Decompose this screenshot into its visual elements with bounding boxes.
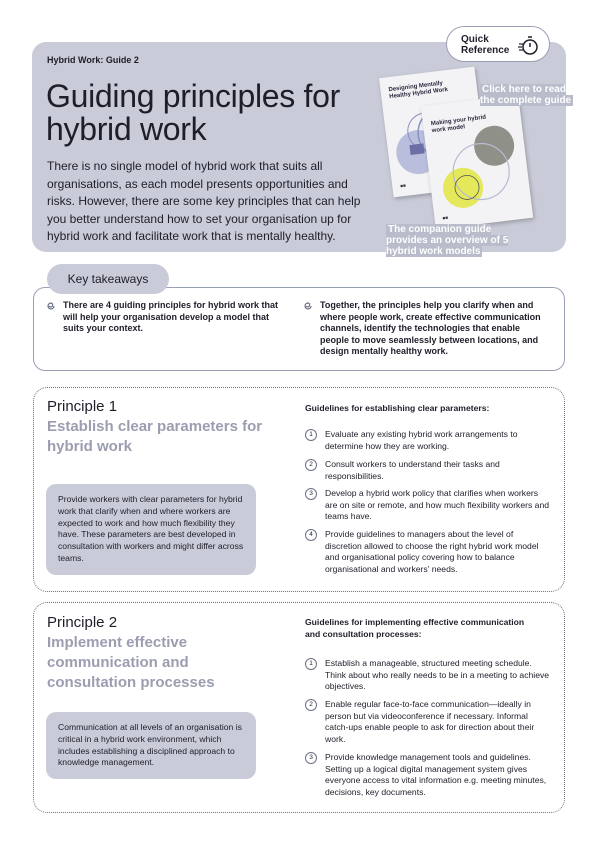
principle-1-note: Provide workers with clear parameters for hybrid work that clarify when and where workers are expected to work and how much flexibility they have. These parameters are best developed in consultation with workers and might differ across teams. <box>46 484 256 575</box>
guideline-item <box>309 459 551 482</box>
principle-2-note: Communication at all levels of an organisation is critical in a hybrid work environment, which includes establishing a disciplined approach to knowledge management. <box>46 712 256 779</box>
key-takeaway-item <box>320 300 546 358</box>
cover-b-graphic <box>421 94 533 229</box>
key-takeaway-item <box>63 300 285 335</box>
key-takeaway-text: Together, the principles help you clarify when and where people work, create effective communication channels, identify the technologies that enable people to move seamlessly between locations, and design mentally healthy work. <box>320 300 541 357</box>
number-circle-icon: 3 <box>305 752 317 764</box>
guideline-text: Develop a hybrid work policy that clarifies when workers are on site or remote, and how much flexibility workers and teams have. <box>325 488 550 521</box>
principle-1-kicker: Principle 1 <box>47 398 118 415</box>
swirl-bullet-icon <box>303 301 313 311</box>
number-circle-icon: 4 <box>305 529 317 541</box>
number-circle-icon: 1 <box>305 429 317 441</box>
guide-label: Hybrid Work: Guide 2 <box>47 55 139 65</box>
guideline-item <box>309 752 551 798</box>
guideline-item <box>309 699 551 745</box>
principle-1-guidelines-heading: Guidelines for establishing clear parameters: <box>305 403 490 413</box>
read-guide-link-text[interactable]: Click here to read the complete guide <box>480 84 572 106</box>
cover-b-logo: ■■ <box>442 214 449 221</box>
stopwatch-icon <box>517 33 541 57</box>
quick-reference-label: Quick Reference <box>461 34 510 56</box>
guide-cover-companion[interactable] <box>421 94 533 229</box>
guideline-item <box>309 658 551 693</box>
principle-2-title: Implement effective communication and consultation processes <box>47 634 215 691</box>
guideline-text: Consult workers to understand their tasks and responsibilities. <box>325 459 500 481</box>
principle-2-kicker: Principle 2 <box>47 614 118 631</box>
intro-paragraph: There is no single model of hybrid work that suits all organisations, as each model presents opportunities and risks. However, there are some key principles that can help you better understand how to set your organisation up for hybrid work and facilitate work that is mentally healthy. <box>47 159 361 243</box>
guideline-text: Establish a manageable, structured meeting schedule. Think about who really needs to be in a meeting to achieve objectives. <box>325 658 550 691</box>
number-circle-icon: 2 <box>305 699 317 711</box>
principle-1-title: Establish clear parameters for hybrid work <box>47 418 263 455</box>
guideline-text: Provide knowledge management tools and guidelines. Setting up a logical digital management system gives everyone access to vital information e.g. meeting minutes, decisions, key documents. <box>325 752 547 797</box>
guideline-text: Evaluate any existing hybrid work arrangements to determine how they are working. <box>325 429 518 451</box>
companion-guide-note <box>386 224 516 257</box>
cover-a-logo: ■■ <box>400 182 407 189</box>
key-takeaway-text: There are 4 guiding principles for hybrid work that will help your organisation develop a model that suits your context. <box>63 300 279 334</box>
page-title: Guiding principles for hybrid work <box>46 78 340 147</box>
number-circle-icon: 3 <box>305 488 317 500</box>
number-circle-icon: 2 <box>305 459 317 471</box>
guideline-text: Provide guidelines to managers about the level of discretion allowed to choose the right hybrid work model and organisational policy covering how to balance organisational and workers' needs. <box>325 529 539 574</box>
key-takeaways-label: Key takeaways <box>47 264 169 294</box>
swirl-bullet-icon <box>46 301 56 311</box>
principle-2-guidelines-heading: Guidelines for implementing effective communication and consultation processes: <box>305 617 525 639</box>
guideline-item <box>309 529 551 575</box>
guideline-text: Enable regular face-to-face communication—ideally in person but via videoconference if necessary. Informal catch-ups enable people to ask for direction about their work. <box>325 699 535 744</box>
number-circle-icon: 1 <box>305 658 317 670</box>
companion-guide-note-text: The companion guide provides an overview of 5 hybrid work models <box>386 224 509 257</box>
guideline-item <box>309 429 551 452</box>
read-guide-link[interactable] <box>480 84 574 106</box>
cover-b-title: Making your hybrid work model <box>430 114 487 135</box>
quick-reference-badge <box>446 26 550 62</box>
cover-a-title: Designing Mentally Healthy Hybrid Work <box>388 80 449 101</box>
guideline-item <box>309 488 551 523</box>
